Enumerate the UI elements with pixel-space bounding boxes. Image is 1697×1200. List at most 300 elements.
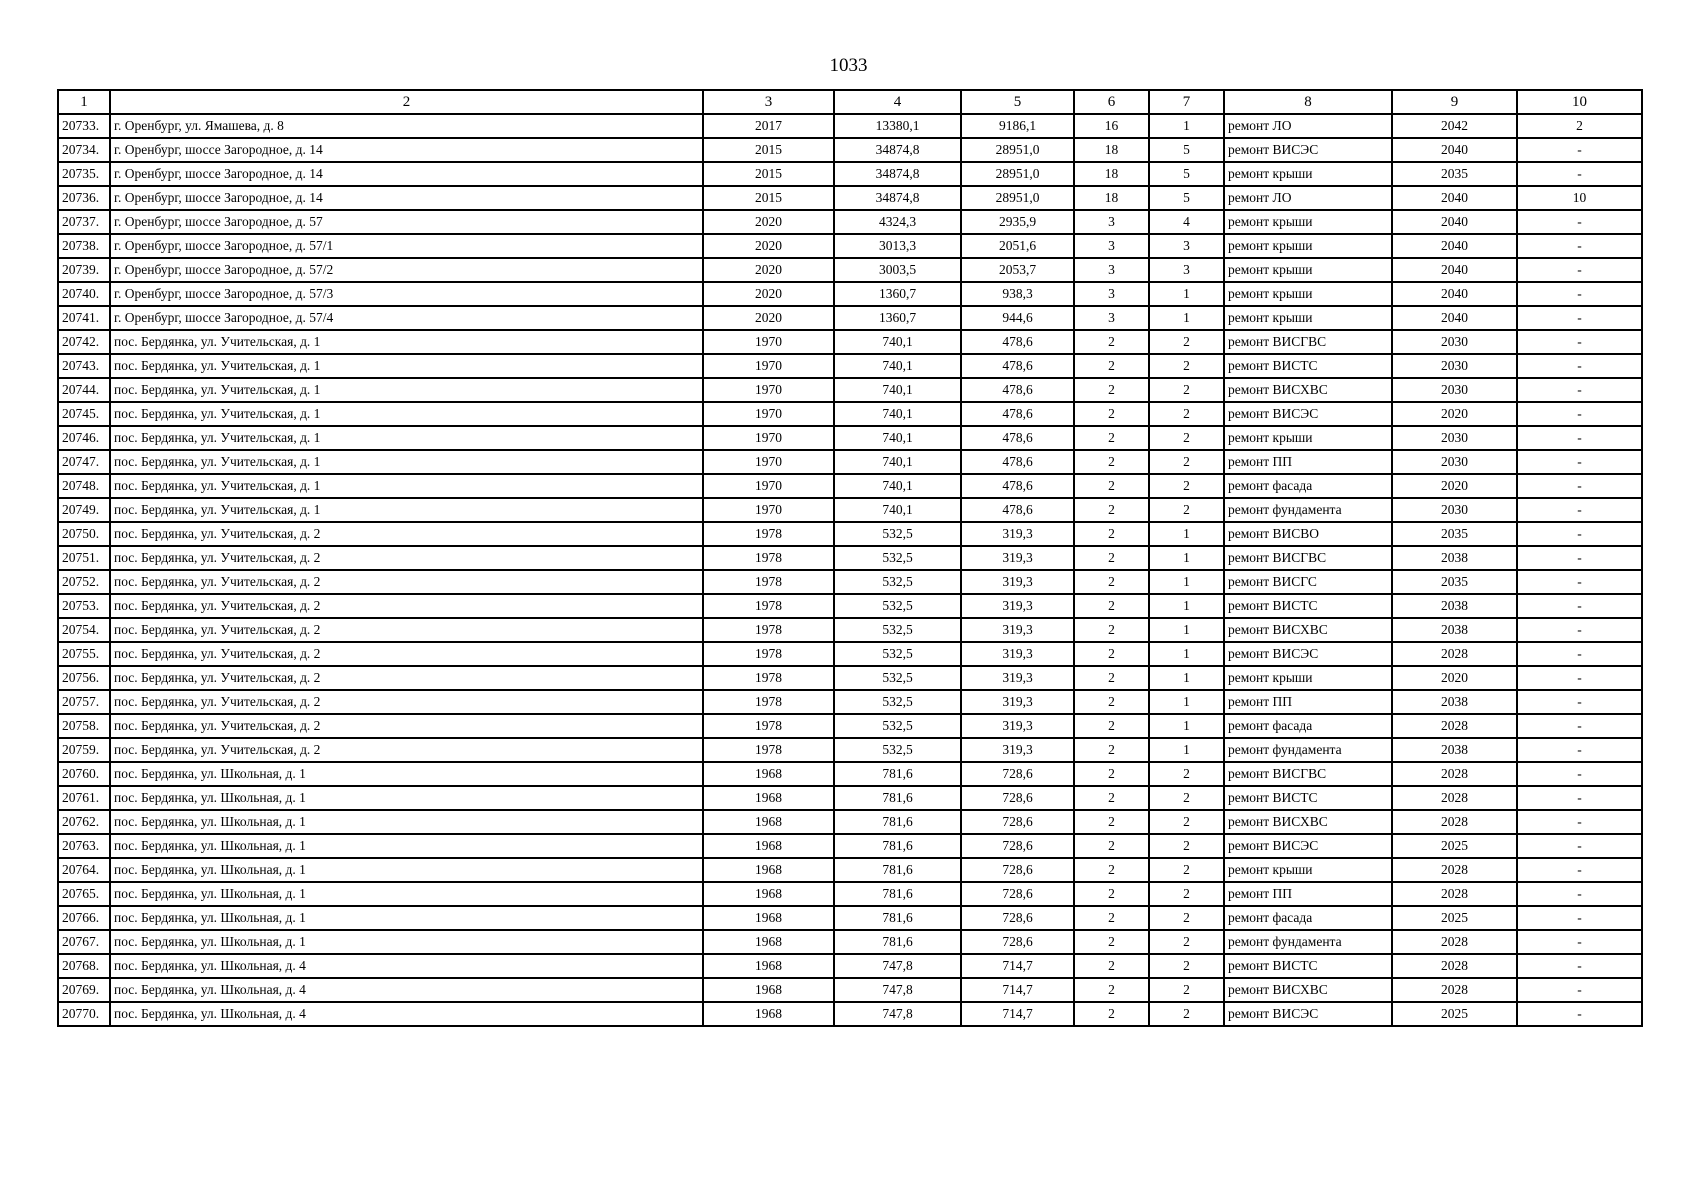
planned-year-cell: 2040	[1392, 258, 1517, 282]
entrances-cell: 2	[1149, 786, 1224, 810]
entrances-cell: 2	[1149, 882, 1224, 906]
entrances-cell: 1	[1149, 618, 1224, 642]
address-cell: пос. Бердянка, ул. Школьная, д. 4	[110, 978, 703, 1002]
column-10-value-cell: -	[1517, 282, 1642, 306]
work-type-cell: ремонт фасада	[1224, 906, 1392, 930]
entrances-cell: 5	[1149, 186, 1224, 210]
year-built-cell: 1968	[703, 1002, 834, 1026]
planned-year-cell: 2025	[1392, 834, 1517, 858]
work-type-cell: ремонт ВИСЭС	[1224, 402, 1392, 426]
living-area-cell: 714,7	[961, 954, 1074, 978]
address-cell: пос. Бердянка, ул. Учительская, д. 1	[110, 450, 703, 474]
column-10-value-cell: -	[1517, 234, 1642, 258]
row-number-cell: 20762.	[58, 810, 110, 834]
planned-year-cell: 2030	[1392, 378, 1517, 402]
work-type-cell: ремонт ВИСХВС	[1224, 618, 1392, 642]
planned-year-cell: 2028	[1392, 642, 1517, 666]
column-10-value-cell: -	[1517, 978, 1642, 1002]
total-area-cell: 4324,3	[834, 210, 961, 234]
row-number-cell: 20755.	[58, 642, 110, 666]
total-area-cell: 34874,8	[834, 138, 961, 162]
table-row	[58, 738, 1642, 762]
year-built-cell: 1978	[703, 522, 834, 546]
planned-year-cell: 2038	[1392, 690, 1517, 714]
total-area-cell: 13380,1	[834, 114, 961, 138]
address-cell: пос. Бердянка, ул. Учительская, д. 2	[110, 714, 703, 738]
row-number-cell: 20751.	[58, 546, 110, 570]
year-built-cell: 2020	[703, 282, 834, 306]
table-row	[58, 642, 1642, 666]
row-number-cell: 20770.	[58, 1002, 110, 1026]
total-area-cell: 740,1	[834, 450, 961, 474]
column-10-value-cell: -	[1517, 690, 1642, 714]
year-built-cell: 2020	[703, 210, 834, 234]
year-built-cell: 1968	[703, 762, 834, 786]
total-area-cell: 747,8	[834, 978, 961, 1002]
column-header-3: 3	[703, 90, 834, 114]
table-row	[58, 834, 1642, 858]
floors-cell: 3	[1074, 306, 1149, 330]
floors-cell: 3	[1074, 234, 1149, 258]
table-row	[58, 522, 1642, 546]
planned-year-cell: 2028	[1392, 882, 1517, 906]
table-row	[58, 978, 1642, 1002]
address-cell: пос. Бердянка, ул. Учительская, д. 2	[110, 522, 703, 546]
planned-year-cell: 2028	[1392, 954, 1517, 978]
living-area-cell: 478,6	[961, 378, 1074, 402]
living-area-cell: 319,3	[961, 690, 1074, 714]
floors-cell: 2	[1074, 882, 1149, 906]
work-type-cell: ремонт ВИСГВС	[1224, 330, 1392, 354]
column-10-value-cell: -	[1517, 450, 1642, 474]
total-area-cell: 781,6	[834, 858, 961, 882]
entrances-cell: 2	[1149, 762, 1224, 786]
table-row	[58, 762, 1642, 786]
column-10-value-cell: -	[1517, 642, 1642, 666]
floors-cell: 2	[1074, 978, 1149, 1002]
entrances-cell: 5	[1149, 162, 1224, 186]
column-10-value-cell: -	[1517, 570, 1642, 594]
planned-year-cell: 2038	[1392, 546, 1517, 570]
living-area-cell: 319,3	[961, 666, 1074, 690]
year-built-cell: 1978	[703, 594, 834, 618]
living-area-cell: 319,3	[961, 570, 1074, 594]
floors-cell: 3	[1074, 258, 1149, 282]
column-10-value-cell: -	[1517, 498, 1642, 522]
column-10-value-cell: -	[1517, 306, 1642, 330]
work-type-cell: ремонт крыши	[1224, 210, 1392, 234]
work-type-cell: ремонт ВИСТС	[1224, 786, 1392, 810]
work-type-cell: ремонт крыши	[1224, 858, 1392, 882]
planned-year-cell: 2028	[1392, 762, 1517, 786]
row-number-cell: 20746.	[58, 426, 110, 450]
table-row	[58, 570, 1642, 594]
table-row	[58, 666, 1642, 690]
floors-cell: 3	[1074, 282, 1149, 306]
entrances-cell: 2	[1149, 498, 1224, 522]
table-row	[58, 1002, 1642, 1026]
entrances-cell: 1	[1149, 282, 1224, 306]
year-built-cell: 1970	[703, 474, 834, 498]
table-row	[58, 450, 1642, 474]
floors-cell: 2	[1074, 618, 1149, 642]
year-built-cell: 1968	[703, 810, 834, 834]
work-type-cell: ремонт ВИСГВС	[1224, 546, 1392, 570]
address-cell: пос. Бердянка, ул. Учительская, д. 1	[110, 474, 703, 498]
entrances-cell: 1	[1149, 666, 1224, 690]
column-10-value-cell: -	[1517, 210, 1642, 234]
work-type-cell: ремонт ПП	[1224, 450, 1392, 474]
year-built-cell: 1968	[703, 954, 834, 978]
work-type-cell: ремонт ВИСГС	[1224, 570, 1392, 594]
table-row	[58, 618, 1642, 642]
work-type-cell: ремонт ВИСХВС	[1224, 978, 1392, 1002]
header-row	[58, 90, 1642, 114]
floors-cell: 2	[1074, 762, 1149, 786]
floors-cell: 2	[1074, 594, 1149, 618]
total-area-cell: 532,5	[834, 570, 961, 594]
living-area-cell: 319,3	[961, 618, 1074, 642]
work-type-cell: ремонт фундамента	[1224, 930, 1392, 954]
total-area-cell: 3013,3	[834, 234, 961, 258]
table-row	[58, 378, 1642, 402]
year-built-cell: 1970	[703, 330, 834, 354]
total-area-cell: 747,8	[834, 954, 961, 978]
row-number-cell: 20735.	[58, 162, 110, 186]
year-built-cell: 2015	[703, 186, 834, 210]
work-type-cell: ремонт ВИСЭС	[1224, 642, 1392, 666]
year-built-cell: 1978	[703, 690, 834, 714]
floors-cell: 2	[1074, 714, 1149, 738]
living-area-cell: 28951,0	[961, 162, 1074, 186]
year-built-cell: 1968	[703, 882, 834, 906]
year-built-cell: 1978	[703, 546, 834, 570]
row-number-cell: 20738.	[58, 234, 110, 258]
total-area-cell: 747,8	[834, 1002, 961, 1026]
table-row	[58, 810, 1642, 834]
row-number-cell: 20758.	[58, 714, 110, 738]
column-10-value-cell: -	[1517, 954, 1642, 978]
row-number-cell: 20733.	[58, 114, 110, 138]
planned-year-cell: 2040	[1392, 306, 1517, 330]
entrances-cell: 2	[1149, 330, 1224, 354]
living-area-cell: 478,6	[961, 402, 1074, 426]
entrances-cell: 3	[1149, 234, 1224, 258]
address-cell: г. Оренбург, шоссе Загородное, д. 57/3	[110, 282, 703, 306]
address-cell: пос. Бердянка, ул. Учительская, д. 2	[110, 642, 703, 666]
work-type-cell: ремонт ВИСВО	[1224, 522, 1392, 546]
address-cell: пос. Бердянка, ул. Учительская, д. 1	[110, 330, 703, 354]
living-area-cell: 2051,6	[961, 234, 1074, 258]
address-cell: пос. Бердянка, ул. Учительская, д. 2	[110, 666, 703, 690]
row-number-cell: 20766.	[58, 906, 110, 930]
planned-year-cell: 2040	[1392, 234, 1517, 258]
floors-cell: 2	[1074, 426, 1149, 450]
entrances-cell: 4	[1149, 210, 1224, 234]
address-cell: пос. Бердянка, ул. Школьная, д. 1	[110, 882, 703, 906]
work-type-cell: ремонт ПП	[1224, 882, 1392, 906]
entrances-cell: 2	[1149, 954, 1224, 978]
floors-cell: 2	[1074, 858, 1149, 882]
column-header-6: 6	[1074, 90, 1149, 114]
planned-year-cell: 2028	[1392, 714, 1517, 738]
address-cell: пос. Бердянка, ул. Учительская, д. 1	[110, 498, 703, 522]
total-area-cell: 34874,8	[834, 162, 961, 186]
total-area-cell: 532,5	[834, 714, 961, 738]
total-area-cell: 781,6	[834, 906, 961, 930]
row-number-cell: 20736.	[58, 186, 110, 210]
table-row	[58, 114, 1642, 138]
planned-year-cell: 2040	[1392, 282, 1517, 306]
year-built-cell: 2020	[703, 306, 834, 330]
entrances-cell: 1	[1149, 690, 1224, 714]
row-number-cell: 20767.	[58, 930, 110, 954]
address-cell: г. Оренбург, шоссе Загородное, д. 14	[110, 138, 703, 162]
living-area-cell: 319,3	[961, 738, 1074, 762]
table-row	[58, 906, 1642, 930]
living-area-cell: 938,3	[961, 282, 1074, 306]
year-built-cell: 1968	[703, 978, 834, 1002]
total-area-cell: 532,5	[834, 690, 961, 714]
table-row	[58, 594, 1642, 618]
year-built-cell: 1968	[703, 858, 834, 882]
table-row	[58, 186, 1642, 210]
floors-cell: 2	[1074, 402, 1149, 426]
table-row	[58, 354, 1642, 378]
table-row	[58, 306, 1642, 330]
address-cell: пос. Бердянка, ул. Учительская, д. 2	[110, 690, 703, 714]
living-area-cell: 478,6	[961, 426, 1074, 450]
address-cell: г. Оренбург, шоссе Загородное, д. 57/4	[110, 306, 703, 330]
floors-cell: 2	[1074, 834, 1149, 858]
table-row	[58, 162, 1642, 186]
work-type-cell: ремонт крыши	[1224, 282, 1392, 306]
table-body	[58, 114, 1642, 1026]
total-area-cell: 781,6	[834, 882, 961, 906]
row-number-cell: 20747.	[58, 450, 110, 474]
address-cell: г. Оренбург, шоссе Загородное, д. 57/2	[110, 258, 703, 282]
table-row	[58, 882, 1642, 906]
year-built-cell: 1970	[703, 498, 834, 522]
column-10-value-cell: -	[1517, 330, 1642, 354]
work-type-cell: ремонт крыши	[1224, 426, 1392, 450]
column-10-value-cell: -	[1517, 930, 1642, 954]
work-type-cell: ремонт крыши	[1224, 234, 1392, 258]
address-cell: пос. Бердянка, ул. Школьная, д. 1	[110, 858, 703, 882]
entrances-cell: 2	[1149, 402, 1224, 426]
floors-cell: 18	[1074, 138, 1149, 162]
work-type-cell: ремонт ВИСЭС	[1224, 1002, 1392, 1026]
entrances-cell: 1	[1149, 522, 1224, 546]
address-cell: г. Оренбург, шоссе Загородное, д. 57	[110, 210, 703, 234]
planned-year-cell: 2030	[1392, 426, 1517, 450]
total-area-cell: 740,1	[834, 498, 961, 522]
work-type-cell: ремонт крыши	[1224, 666, 1392, 690]
table-row	[58, 330, 1642, 354]
address-cell: пос. Бердянка, ул. Учительская, д. 1	[110, 402, 703, 426]
planned-year-cell: 2020	[1392, 402, 1517, 426]
total-area-cell: 740,1	[834, 354, 961, 378]
year-built-cell: 1970	[703, 426, 834, 450]
planned-year-cell: 2030	[1392, 330, 1517, 354]
planned-year-cell: 2035	[1392, 570, 1517, 594]
living-area-cell: 319,3	[961, 642, 1074, 666]
work-type-cell: ремонт фундамента	[1224, 738, 1392, 762]
floors-cell: 2	[1074, 330, 1149, 354]
total-area-cell: 781,6	[834, 762, 961, 786]
year-built-cell: 1978	[703, 666, 834, 690]
planned-year-cell: 2030	[1392, 354, 1517, 378]
total-area-cell: 781,6	[834, 786, 961, 810]
total-area-cell: 34874,8	[834, 186, 961, 210]
living-area-cell: 319,3	[961, 594, 1074, 618]
floors-cell: 2	[1074, 642, 1149, 666]
column-10-value-cell: -	[1517, 402, 1642, 426]
planned-year-cell: 2028	[1392, 786, 1517, 810]
entrances-cell: 2	[1149, 1002, 1224, 1026]
entrances-cell: 1	[1149, 306, 1224, 330]
planned-year-cell: 2040	[1392, 186, 1517, 210]
address-cell: пос. Бердянка, ул. Учительская, д. 1	[110, 354, 703, 378]
total-area-cell: 781,6	[834, 810, 961, 834]
floors-cell: 2	[1074, 570, 1149, 594]
planned-year-cell: 2028	[1392, 810, 1517, 834]
entrances-cell: 2	[1149, 930, 1224, 954]
total-area-cell: 3003,5	[834, 258, 961, 282]
row-number-cell: 20745.	[58, 402, 110, 426]
column-header-9: 9	[1392, 90, 1517, 114]
living-area-cell: 728,6	[961, 786, 1074, 810]
living-area-cell: 728,6	[961, 906, 1074, 930]
row-number-cell: 20740.	[58, 282, 110, 306]
work-type-cell: ремонт ВИСХВС	[1224, 378, 1392, 402]
column-10-value-cell: -	[1517, 666, 1642, 690]
planned-year-cell: 2035	[1392, 522, 1517, 546]
entrances-cell: 2	[1149, 978, 1224, 1002]
living-area-cell: 9186,1	[961, 114, 1074, 138]
row-number-cell: 20768.	[58, 954, 110, 978]
total-area-cell: 532,5	[834, 546, 961, 570]
table-row	[58, 786, 1642, 810]
row-number-cell: 20754.	[58, 618, 110, 642]
entrances-cell: 2	[1149, 834, 1224, 858]
planned-year-cell: 2028	[1392, 978, 1517, 1002]
column-header-4: 4	[834, 90, 961, 114]
living-area-cell: 478,6	[961, 474, 1074, 498]
work-type-cell: ремонт ВИСТС	[1224, 954, 1392, 978]
work-type-cell: ремонт фасада	[1224, 714, 1392, 738]
row-number-cell: 20765.	[58, 882, 110, 906]
column-10-value-cell: -	[1517, 426, 1642, 450]
total-area-cell: 532,5	[834, 666, 961, 690]
work-type-cell: ремонт ВИСХВС	[1224, 810, 1392, 834]
year-built-cell: 1970	[703, 402, 834, 426]
column-10-value-cell: -	[1517, 258, 1642, 282]
total-area-cell: 532,5	[834, 642, 961, 666]
floors-cell: 18	[1074, 186, 1149, 210]
floors-cell: 2	[1074, 1002, 1149, 1026]
floors-cell: 2	[1074, 954, 1149, 978]
page-number: 1033	[829, 55, 868, 76]
year-built-cell: 1968	[703, 786, 834, 810]
floors-cell: 2	[1074, 450, 1149, 474]
table-row	[58, 930, 1642, 954]
table-row	[58, 426, 1642, 450]
planned-year-cell: 2038	[1392, 738, 1517, 762]
column-10-value-cell: -	[1517, 618, 1642, 642]
living-area-cell: 728,6	[961, 810, 1074, 834]
row-number-cell: 20734.	[58, 138, 110, 162]
floors-cell: 3	[1074, 210, 1149, 234]
floors-cell: 2	[1074, 498, 1149, 522]
entrances-cell: 1	[1149, 594, 1224, 618]
planned-year-cell: 2042	[1392, 114, 1517, 138]
floors-cell: 2	[1074, 930, 1149, 954]
work-type-cell: ремонт ВИСГВС	[1224, 762, 1392, 786]
column-10-value-cell: 2	[1517, 114, 1642, 138]
living-area-cell: 28951,0	[961, 138, 1074, 162]
floors-cell: 2	[1074, 378, 1149, 402]
address-cell: пос. Бердянка, ул. Школьная, д. 4	[110, 954, 703, 978]
work-type-cell: ремонт ВИСТС	[1224, 354, 1392, 378]
column-header-2: 2	[110, 90, 703, 114]
entrances-cell: 1	[1149, 738, 1224, 762]
column-10-value-cell: -	[1517, 354, 1642, 378]
row-number-cell: 20749.	[58, 498, 110, 522]
row-number-cell: 20737.	[58, 210, 110, 234]
column-10-value-cell: -	[1517, 546, 1642, 570]
living-area-cell: 728,6	[961, 762, 1074, 786]
floors-cell: 2	[1074, 522, 1149, 546]
row-number-cell: 20759.	[58, 738, 110, 762]
planned-year-cell: 2030	[1392, 498, 1517, 522]
planned-year-cell: 2038	[1392, 594, 1517, 618]
address-cell: пос. Бердянка, ул. Учительская, д. 2	[110, 738, 703, 762]
column-10-value-cell: -	[1517, 882, 1642, 906]
floors-cell: 16	[1074, 114, 1149, 138]
entrances-cell: 1	[1149, 642, 1224, 666]
table-row	[58, 954, 1642, 978]
address-cell: пос. Бердянка, ул. Школьная, д. 1	[110, 810, 703, 834]
address-cell: пос. Бердянка, ул. Учительская, д. 2	[110, 618, 703, 642]
total-area-cell: 740,1	[834, 402, 961, 426]
floors-cell: 2	[1074, 810, 1149, 834]
row-number-cell: 20750.	[58, 522, 110, 546]
year-built-cell: 1970	[703, 354, 834, 378]
row-number-cell: 20741.	[58, 306, 110, 330]
planned-year-cell: 2020	[1392, 666, 1517, 690]
entrances-cell: 2	[1149, 378, 1224, 402]
living-area-cell: 319,3	[961, 522, 1074, 546]
planned-year-cell: 2020	[1392, 474, 1517, 498]
planned-year-cell: 2040	[1392, 138, 1517, 162]
address-cell: пос. Бердянка, ул. Школьная, д. 1	[110, 906, 703, 930]
planned-year-cell: 2030	[1392, 450, 1517, 474]
row-number-cell: 20769.	[58, 978, 110, 1002]
column-10-value-cell: -	[1517, 810, 1642, 834]
column-10-value-cell: -	[1517, 834, 1642, 858]
table-row	[58, 498, 1642, 522]
column-10-value-cell: -	[1517, 594, 1642, 618]
floors-cell: 2	[1074, 546, 1149, 570]
living-area-cell: 2935,9	[961, 210, 1074, 234]
table-row	[58, 210, 1642, 234]
floors-cell: 2	[1074, 906, 1149, 930]
row-number-cell: 20757.	[58, 690, 110, 714]
address-cell: пос. Бердянка, ул. Школьная, д. 1	[110, 786, 703, 810]
total-area-cell: 532,5	[834, 738, 961, 762]
living-area-cell: 478,6	[961, 450, 1074, 474]
